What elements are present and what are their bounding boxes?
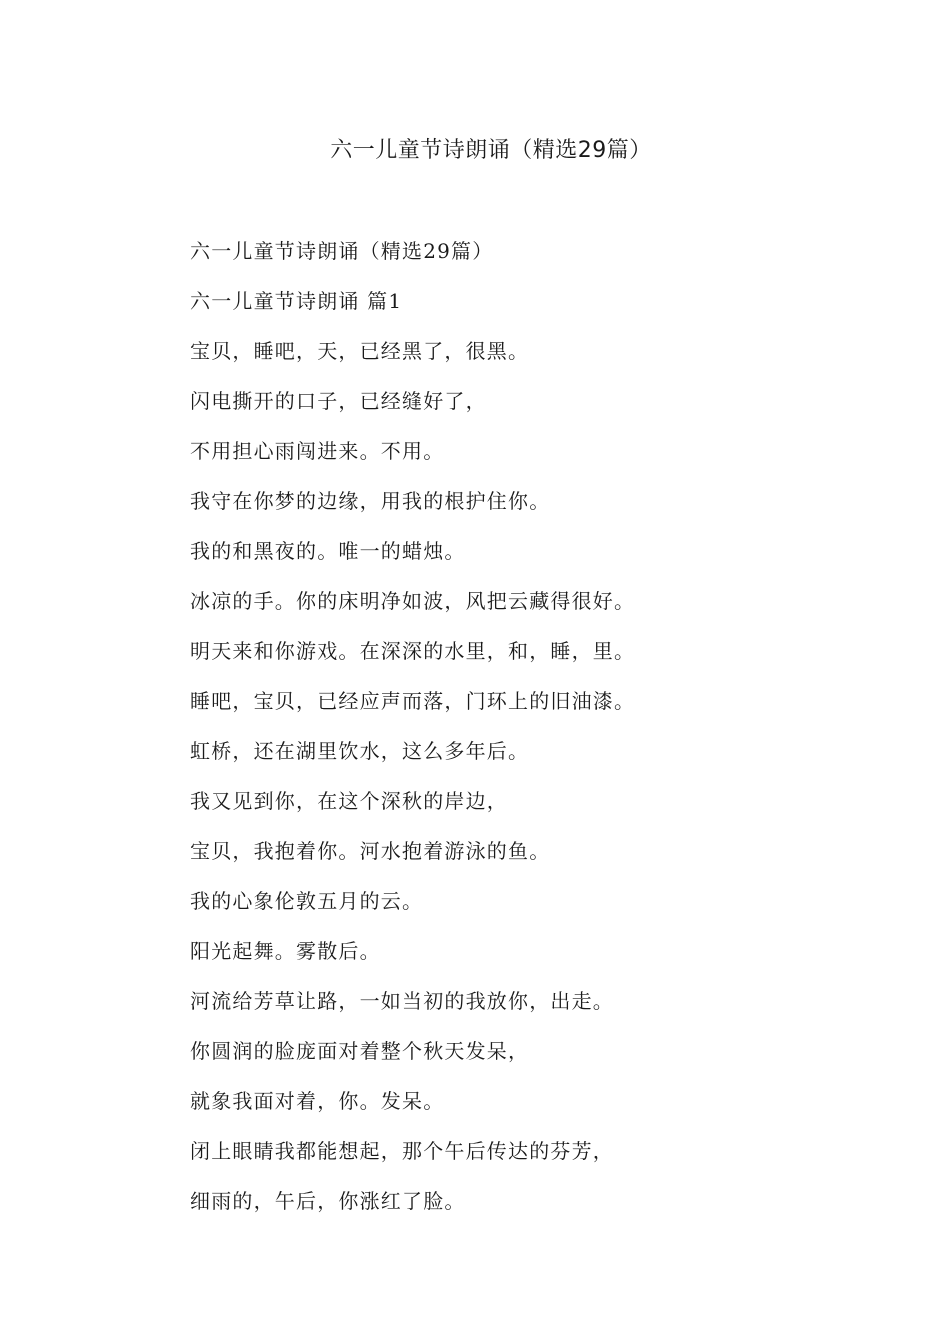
body-heading: 六一儿童节诗朗诵（精选29篇）	[190, 239, 494, 263]
poem-line: 我的心象伦敦五月的云。	[190, 889, 424, 913]
poem-line: 不用担心雨闯进来。不用。	[190, 439, 445, 463]
poem-line: 冰凉的手。你的床明净如波，风把云藏得很好。	[190, 589, 636, 613]
document-body	[190, 231, 890, 1231]
poem-line: 我守在你梦的边缘，用我的根护住你。	[190, 489, 551, 513]
poem-line: 细雨的，午后，你涨红了脸。	[190, 1189, 466, 1213]
poem-line: 你圆润的脸庞面对着整个秋天发呆，	[190, 1039, 530, 1063]
poem-line: 河流给芳草让路，一如当初的我放你，出走。	[190, 989, 614, 1013]
poem-line: 虹桥，还在湖里饮水，这么多年后。	[190, 739, 530, 763]
poem-line: 闪电撕开的口子，已经缝好了，	[190, 389, 487, 413]
poem-line: 宝贝，我抱着你。河水抱着游泳的鱼。	[190, 839, 551, 863]
poem-heading: 六一儿童节诗朗诵 篇1	[190, 289, 403, 313]
poem-line: 明天来和你游戏。在深深的水里，和，睡，里。	[190, 639, 636, 663]
poem-line: 闭上眼睛我都能想起，那个午后传达的芬芳，	[190, 1139, 614, 1163]
poem-line: 就象我面对着，你。发呆。	[190, 1089, 445, 1113]
poem-line: 阳光起舞。雾散后。	[190, 939, 381, 963]
poem-line: 睡吧，宝贝，已经应声而落，门环上的旧油漆。	[190, 689, 636, 713]
poem-line: 宝贝，睡吧，天，已经黑了，很黑。	[190, 339, 530, 363]
poem-line: 我的和黑夜的。唯一的蜡烛。	[190, 539, 466, 563]
document-title: 六一儿童节诗朗诵（精选29篇）	[330, 138, 652, 163]
poem-line: 我又见到你，在这个深秋的岸边，	[190, 789, 508, 813]
